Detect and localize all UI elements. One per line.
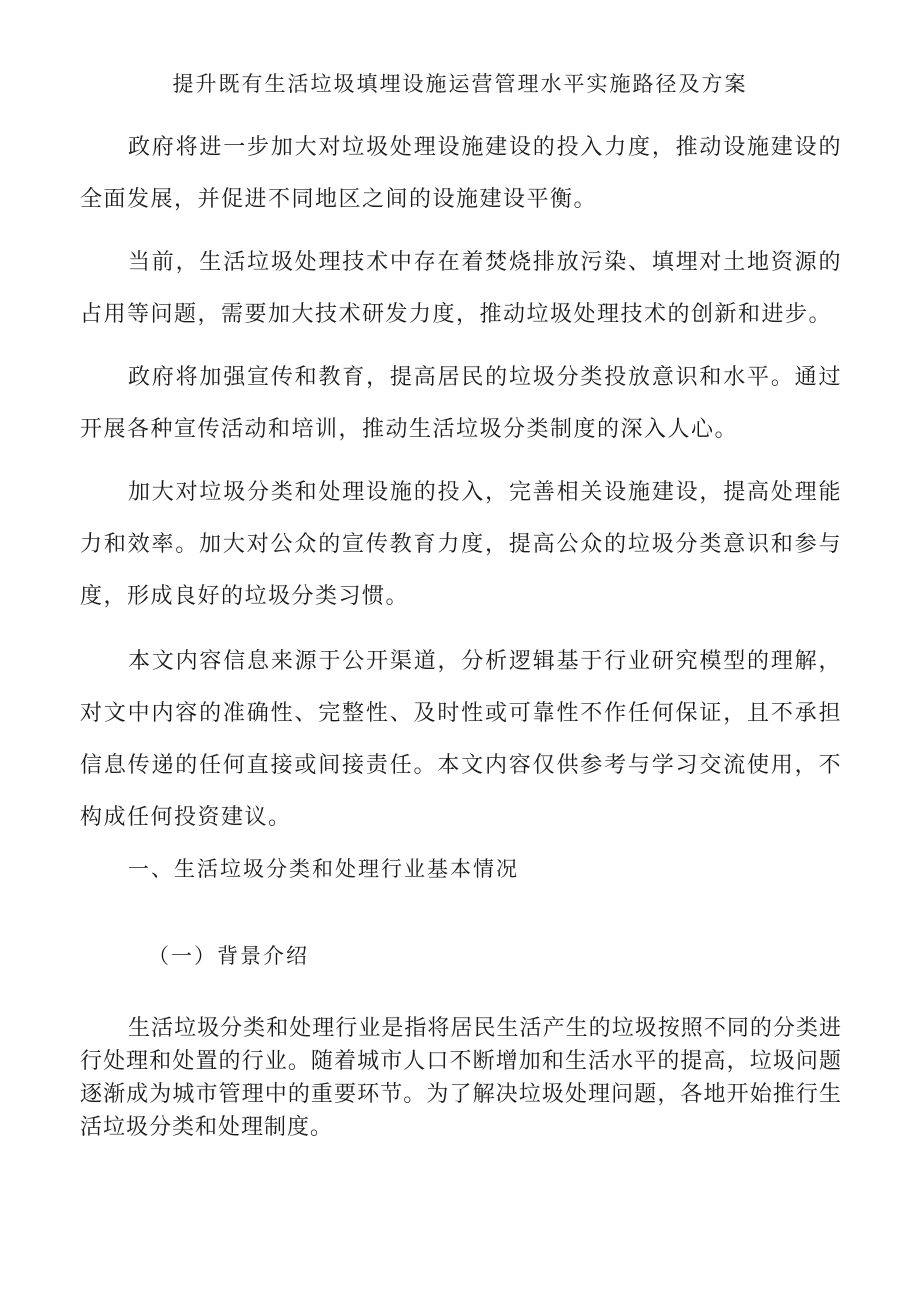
section-heading: 一、生活垃圾分类和处理行业基本情况 [128,857,519,881]
paragraph-investment: 政府将进一步加大对垃圾处理设施建设的投入力度，推动设施建设的全面发展，并促进不同地区之间的设施建设平衡。 [80,135,842,212]
document-title: 提升既有生活垃圾填埋设施运营管理水平实施路径及方案 [172,72,748,96]
paragraph-facilities: 加大对垃圾分类和处理设施的投入，完善相关设施建设，提高处理能力和效率。加大对公众的宣传教育力度，提高公众的垃圾分类意识和参与度，形成良好的垃圾分类习惯。 [80,480,842,609]
paragraph-background: 生活垃圾分类和处理行业是指将居民生活产生的垃圾按照不同的分类进行处理和处置的行业。随着城市人口不断增加和生活水平的提高，垃圾问题逐渐成为城市管理中的重要环节。为了解决垃圾处理问题，各地开始推行生活垃圾分类和处理制度。 [80,1016,842,1140]
subsection-heading: （一）背景介绍 [148,944,309,968]
paragraph-technology: 当前，生活垃圾处理技术中存在着焚烧排放污染、填埋对土地资源的占用等问题，需要加大技术研发力度，推动垃圾处理技术的创新和进步。 [80,250,842,327]
paragraph-disclaimer: 本文内容信息来源于公开渠道，分析逻辑基于行业研究模型的理解，对文中内容的准确性、完整性、及时性或可靠性不作任何保证，且不承担信息传递的任何直接或间接责任。本文内容仅供参考与学习交流使用，不构成任何投资建议。 [80,649,842,830]
paragraph-education: 政府将加强宣传和教育，提高居民的垃圾分类投放意识和水平。通过开展各种宣传活动和培训，推动生活垃圾分类制度的深入人心。 [80,365,842,442]
